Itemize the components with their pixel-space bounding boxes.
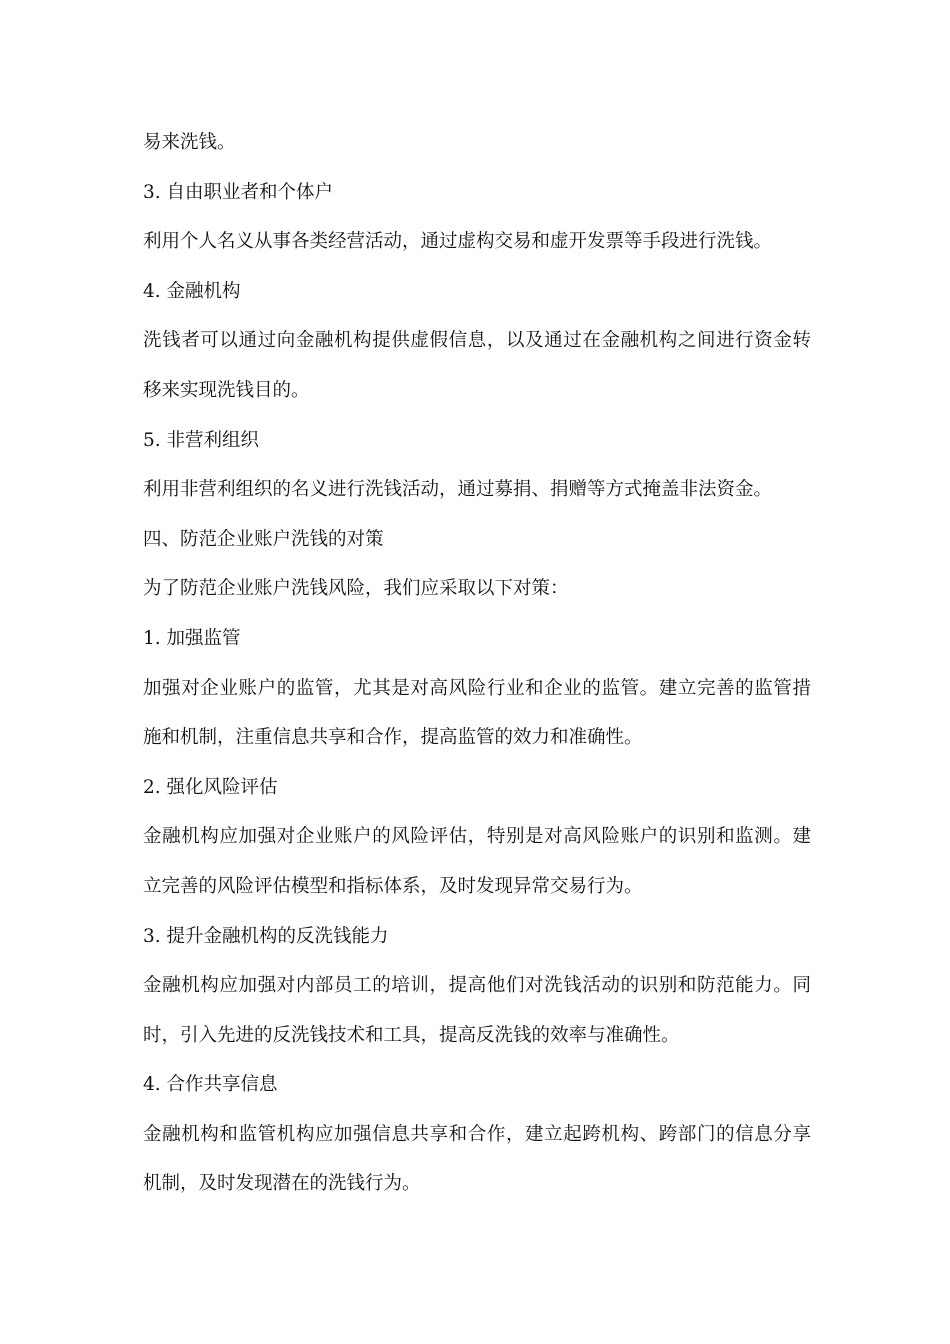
- text-line: 3. 自由职业者和个体户: [143, 181, 334, 203]
- text-line: 3. 提升金融机构的反洗钱能力: [143, 925, 389, 947]
- text-line: 洗钱者可以通过向金融机构提供虚假信息，以及通过在金融机构之间进行资金转: [143, 330, 811, 352]
- text-line: 4. 合作共享信息: [143, 1074, 278, 1096]
- text-line: 施和机制，注重信息共享和合作，提高监管的效力和准确性。: [143, 727, 643, 749]
- text-line: 2. 强化风险评估: [143, 776, 278, 798]
- text-line: 利用非营利组织的名义进行洗钱活动，通过募捐、捐赠等方式掩盖非法资金。: [143, 479, 773, 501]
- text-line: 时，引入先进的反洗钱技术和工具，提高反洗钱的效率与准确性。: [143, 1024, 680, 1046]
- text-line: 移来实现洗钱目的。: [143, 379, 310, 401]
- text-line: 金融机构应加强对内部员工的培训，提高他们对洗钱活动的识别和防范能力。同: [143, 975, 811, 997]
- text-line: 金融机构和监管机构应加强信息共享和合作，建立起跨机构、跨部门的信息分享: [143, 1123, 811, 1145]
- text-line: 机制，及时发现潜在的洗钱行为。: [143, 1173, 421, 1195]
- text-line: 4. 金融机构: [143, 280, 241, 302]
- text-line: 加强对企业账户的监管，尤其是对高风险行业和企业的监管。建立完善的监管措: [143, 677, 811, 699]
- text-line: 5. 非营利组织: [143, 429, 260, 451]
- text-line: 金融机构应加强对企业账户的风险评估，特别是对高风险账户的识别和监测。建: [143, 826, 811, 848]
- document-body: [143, 118, 811, 1209]
- text-line: 为了防范企业账户洗钱风险，我们应采取以下对策：: [143, 578, 569, 600]
- text-line: 四、防范企业账户洗钱的对策: [143, 528, 384, 550]
- text-line: 易来洗钱。: [143, 132, 236, 153]
- text-line: 1. 加强监管: [143, 627, 241, 649]
- text-line: 利用个人名义从事各类经营活动，通过虚构交易和虚开发票等手段进行洗钱。: [143, 231, 773, 253]
- text-line: 立完善的风险评估模型和指标体系，及时发现异常交易行为。: [143, 875, 643, 897]
